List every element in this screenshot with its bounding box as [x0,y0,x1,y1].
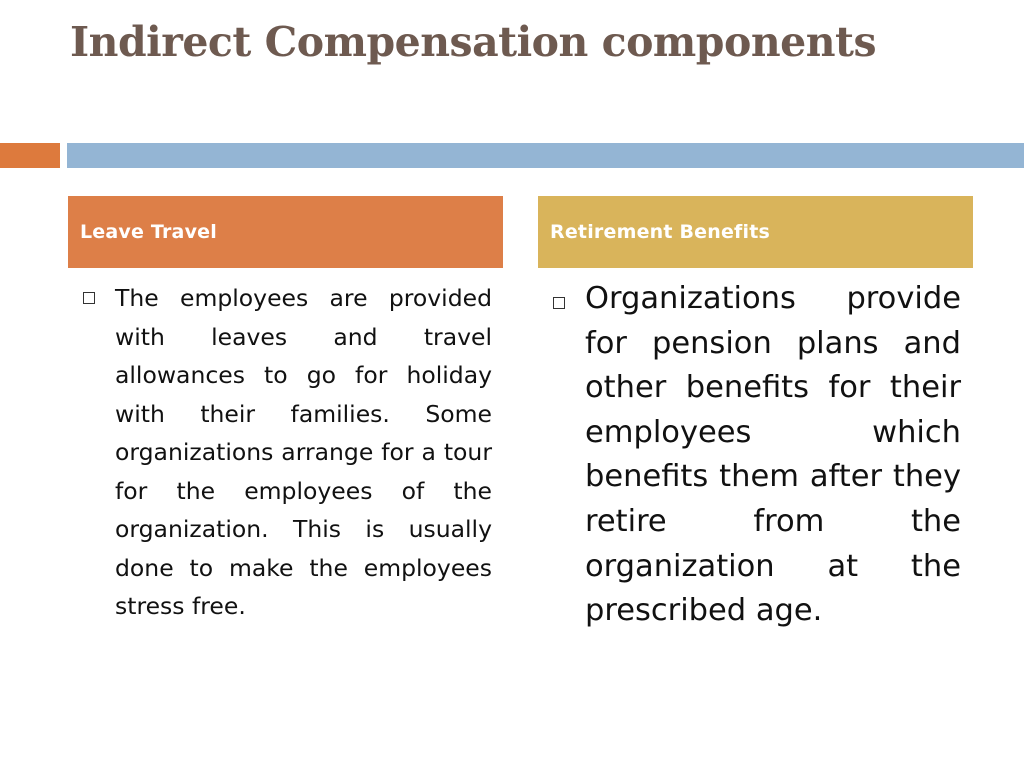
retirement-benefits-description: Organizations provide for pension plans and other benefits for their employees which benefits them after they retire from the organization at the prescribed age. [585,281,961,629]
column-header-label: Leave Travel [80,221,217,243]
column-header-retirement-benefits [538,196,973,268]
square-bullet-icon [83,292,95,304]
column-header-leave-travel [68,196,503,268]
slide-title: Indirect Compensation components [70,18,877,66]
square-bullet-icon [553,297,565,309]
leave-travel-description: The employees are provided with leaves and travel allowances to go for holiday with their families. Some organizations arrange for a tour for the employees of the organization. This is usually done to make the employees stress free. [115,284,492,620]
column-header-label: Retirement Benefits [550,221,771,243]
accent-bar-orange [0,143,60,168]
accent-bar-blue [67,143,1024,168]
